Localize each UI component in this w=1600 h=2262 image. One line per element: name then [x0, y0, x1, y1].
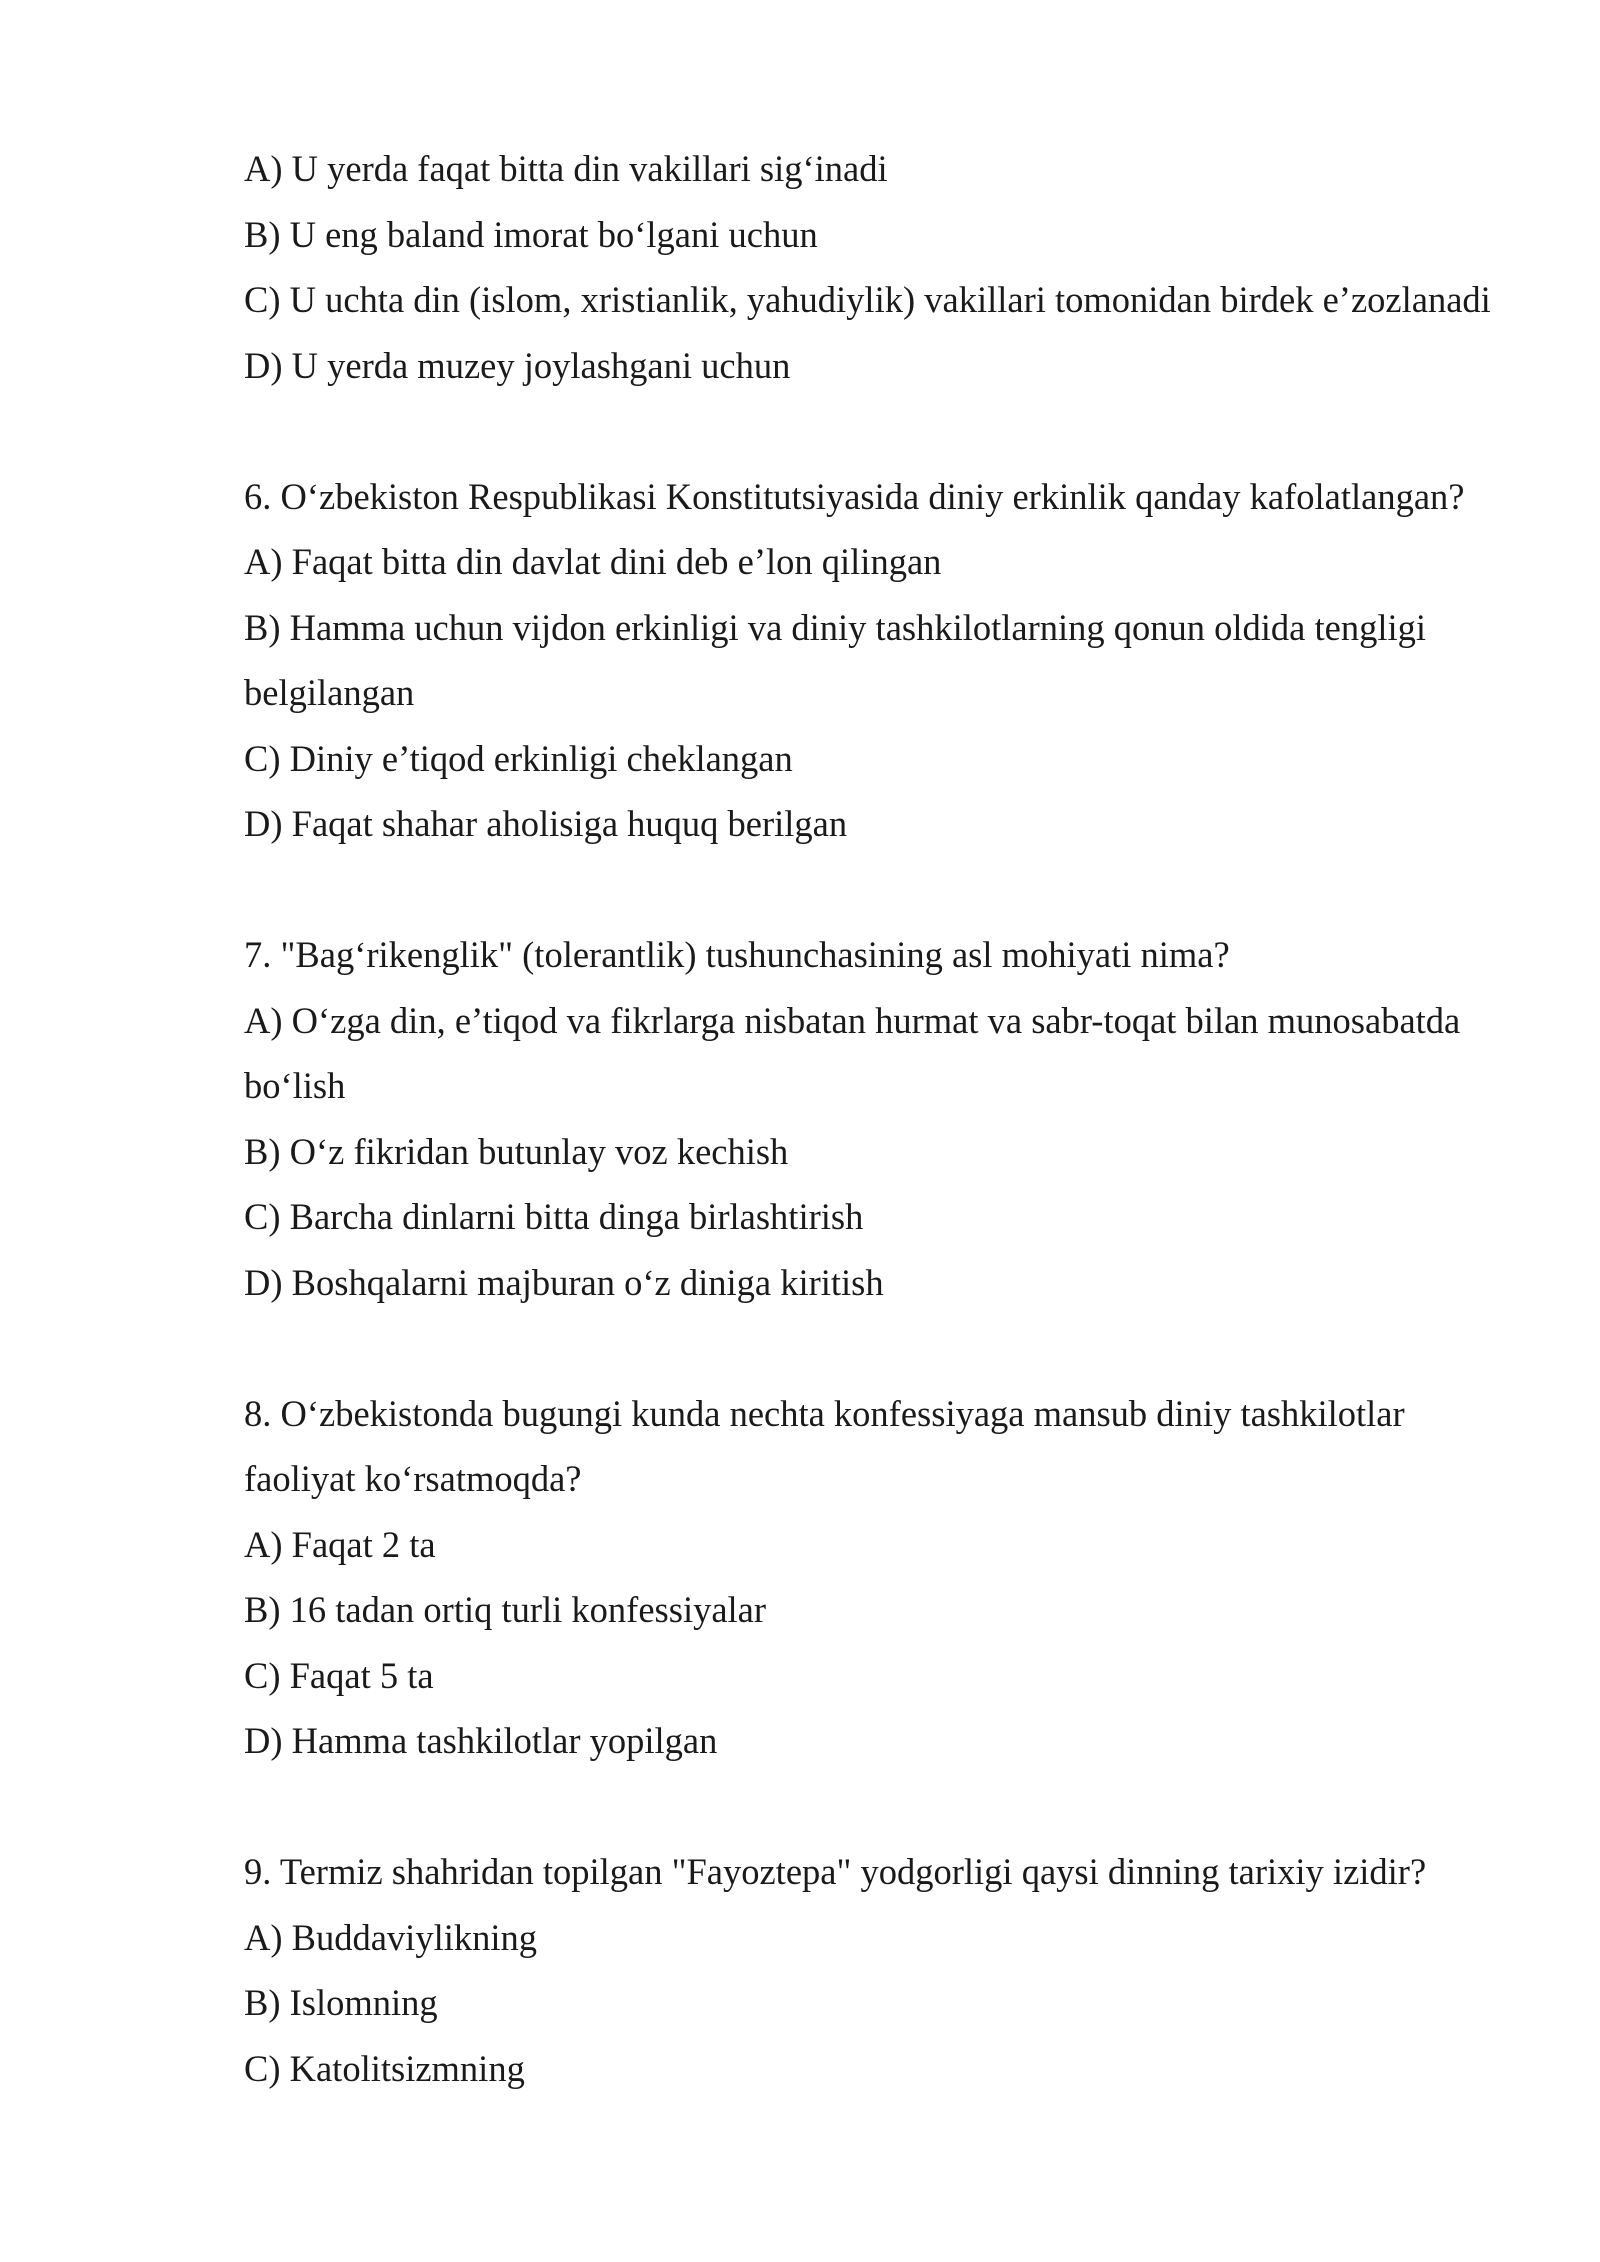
- option-c: C) Barcha dinlarni bitta dinga birlashtirish: [244, 1196, 864, 1237]
- option-a: A) U yerda faqat bitta din vakillari sig‘inadi: [244, 148, 888, 189]
- option-c: C) U uchta din (islom, xristianlik, yahudiylik) vakillari tomonidan birdek e’zozlanadi: [244, 279, 1491, 320]
- option-b: B) Islomning: [244, 1982, 438, 2023]
- option-a: A) O‘zga din, e’tiqod va fikrlarga nisbatan hurmat va sabr-toqat bilan munosabatda: [244, 999, 1461, 1041]
- option-d: D) U yerda muzey joylashgani uchun: [244, 344, 791, 386]
- spacer: [244, 857, 1544, 923]
- option-d: D) Boshqalarni majburan o‘z diniga kiritish: [244, 1261, 884, 1303]
- question-block-5: [244, 136, 1544, 398]
- question-text: 6. O‘zbekiston Respublikasi Konstitutsiyasida diniy erkinlik qanday kafolatlangan?: [244, 475, 1465, 517]
- question-text: 9. Termiz shahridan topilgan "Fayoztepa" yodgorligi qaysi dinning tarixiy izidir?: [244, 1851, 1427, 1892]
- quiz-content: [244, 136, 1544, 2101]
- option-c: C) Katolitsizmning: [244, 2047, 525, 2089]
- option-c: C) Faqat 5 ta: [244, 1654, 434, 1696]
- question-text: 8. O‘zbekistonda bugungi kunda nechta konfessiyaga mansub diniy tashkilotlar: [244, 1392, 1405, 1434]
- question-block-7: [244, 922, 1544, 1315]
- option-b: B) 16 tadan ortiq turli konfessiyalar: [244, 1589, 767, 1630]
- option-a-continuation: bo‘lish: [244, 1065, 346, 1106]
- spacer: [244, 1315, 1544, 1381]
- spacer: [244, 1774, 1544, 1840]
- question-block-6: [244, 464, 1544, 857]
- option-c: C) Diniy e’tiqod erkinligi cheklangan: [244, 737, 793, 779]
- option-b-continuation: belgilangan: [244, 672, 415, 713]
- option-a: A) Faqat bitta din davlat dini deb e’lon qilingan: [244, 541, 942, 582]
- option-a: A) Buddaviylikning: [244, 1916, 537, 1958]
- spacer: [244, 398, 1544, 464]
- option-d: D) Hamma tashkilotlar yopilgan: [244, 1720, 718, 1761]
- question-block-9: [244, 1839, 1544, 2101]
- option-b: B) O‘z fikridan butunlay voz kechish: [244, 1130, 789, 1172]
- question-text-continuation: faoliyat ko‘rsatmoqda?: [244, 1458, 582, 1499]
- option-d: D) Faqat shahar aholisiga huquq berilgan: [244, 803, 848, 844]
- question-text: 7. "Bag‘rikenglik" (tolerantlik) tushunchasining asl mohiyati nima?: [244, 934, 1230, 975]
- option-b: B) U eng baland imorat bo‘lgani uchun: [244, 213, 818, 255]
- question-block-8: [244, 1381, 1544, 1774]
- option-a: A) Faqat 2 ta: [244, 1523, 436, 1565]
- option-b: B) Hamma uchun vijdon erkinligi va diniy tashkilotlarning qonun oldida tengligi: [244, 606, 1427, 648]
